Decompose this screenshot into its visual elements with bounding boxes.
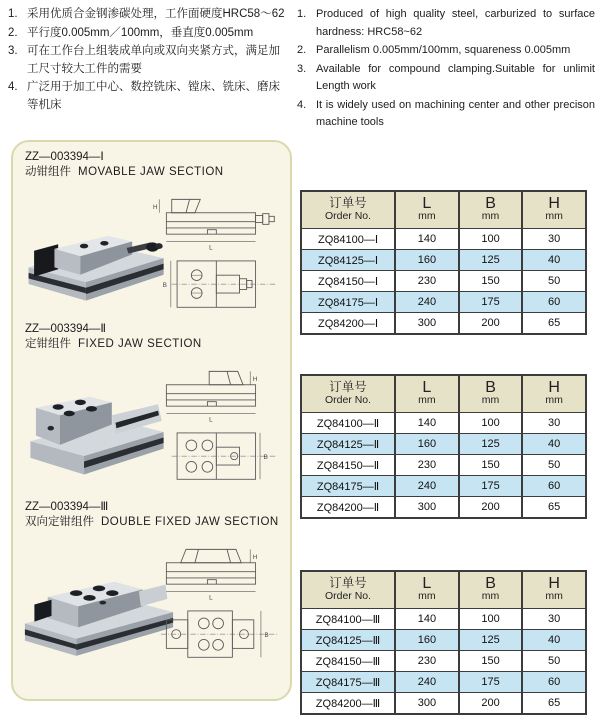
cell-b: 125 <box>459 250 523 271</box>
cell-h: 50 <box>522 271 586 292</box>
cell-l: 140 <box>395 609 459 630</box>
cell-b: 150 <box>459 455 523 476</box>
figures <box>13 186 290 318</box>
dim-label-l: L <box>209 594 213 602</box>
double-fixed-jaw-drawing <box>152 536 286 668</box>
header-order-no: 订单号 Order No. <box>301 375 395 413</box>
cell-b: 125 <box>459 434 523 455</box>
cell-h: 60 <box>522 476 586 497</box>
note-text: Available for compound clamping.Suitable for unlimit Length work <box>316 62 595 92</box>
cell-h: 30 <box>522 413 586 434</box>
note-item <box>297 61 595 96</box>
section-name-en: MOVABLE JAW SECTION <box>78 166 224 178</box>
cell-h: 60 <box>522 672 586 693</box>
section-name-cn: 定钳组件 <box>25 338 71 350</box>
table-row <box>301 292 586 313</box>
note-text: 采用优质合金钢渗碳处理，工作面硬度HRC58～62 <box>27 8 285 20</box>
cell-l: 160 <box>395 630 459 651</box>
header-l: L mm <box>395 375 459 413</box>
table-row <box>301 455 586 476</box>
note-text: Parallelism 0.005mm/100mm, squareness 0.005mm <box>316 44 571 56</box>
note-text: Produced of high quality steel, carburized to surface hardness: HRC58~62 <box>316 8 595 38</box>
section-name-en: FIXED JAW SECTION <box>78 338 202 350</box>
note-number: 1. <box>8 8 18 20</box>
cell-h: 30 <box>522 609 586 630</box>
header-h: H mm <box>522 375 586 413</box>
section-title <box>13 150 290 180</box>
section-name-en: DOUBLE FIXED JAW SECTION <box>101 516 279 528</box>
dim-label-h: H <box>153 204 158 212</box>
product-panel <box>11 140 292 701</box>
cell-order: ZQ84200—Ⅲ <box>301 693 395 715</box>
cell-h: 40 <box>522 250 586 271</box>
cell-l: 160 <box>395 250 459 271</box>
model-code: ZZ—003394—Ⅱ <box>25 323 107 335</box>
note-number: 3. <box>297 62 307 75</box>
cell-l: 240 <box>395 292 459 313</box>
spec-table-movable-jaw <box>300 190 587 335</box>
cell-b: 200 <box>459 497 523 519</box>
cell-b: 150 <box>459 651 523 672</box>
section-name-cn: 双向定钳组件 <box>25 516 94 528</box>
cell-l: 240 <box>395 672 459 693</box>
cell-order: ZQ84150—Ⅱ <box>301 455 395 476</box>
cell-b: 150 <box>459 271 523 292</box>
cell-b: 175 <box>459 476 523 497</box>
cell-h: 30 <box>522 229 586 250</box>
movable-jaw-drawing <box>152 186 286 318</box>
dim-label-h: H <box>252 554 258 562</box>
notes-english <box>297 6 595 133</box>
section-name-cn: 动钳组件 <box>25 166 71 178</box>
table-row <box>301 313 586 335</box>
table-row <box>301 693 586 715</box>
dim-label-b: B <box>264 631 269 639</box>
dim-label-b: B <box>263 453 268 461</box>
note-number: 2. <box>8 26 18 39</box>
table-row <box>301 434 586 455</box>
table-row <box>301 476 586 497</box>
notes-chinese <box>8 6 290 115</box>
note-number: 3. <box>8 45 18 57</box>
note-number: 4. <box>8 81 18 93</box>
cell-h: 65 <box>522 497 586 519</box>
movable-jaw-photo <box>23 194 171 312</box>
note-item <box>297 42 595 60</box>
cell-l: 240 <box>395 476 459 497</box>
cell-b: 175 <box>459 292 523 313</box>
header-order-no: 订单号 Order No. <box>301 191 395 229</box>
cell-h: 50 <box>522 651 586 672</box>
note-item <box>8 25 290 43</box>
cell-order: ZQ84100—Ⅲ <box>301 609 395 630</box>
cell-b: 125 <box>459 630 523 651</box>
header-h: H mm <box>522 191 586 229</box>
figures <box>13 536 290 668</box>
cell-b: 175 <box>459 672 523 693</box>
note-number: 4. <box>297 98 307 111</box>
dim-label-h: H <box>252 376 258 384</box>
model-code: ZZ—003394—Ⅲ <box>25 501 109 513</box>
header-b: B mm <box>459 571 523 609</box>
table-row <box>301 672 586 693</box>
cell-l: 230 <box>395 271 459 292</box>
table-row <box>301 630 586 651</box>
cell-order: ZQ84175—Ⅱ <box>301 476 395 497</box>
fixed-jaw-drawing <box>152 358 286 490</box>
table-row <box>301 651 586 672</box>
cell-h: 60 <box>522 292 586 313</box>
note-item <box>8 79 290 114</box>
table-header-row <box>301 191 586 229</box>
section-title <box>13 500 290 530</box>
table-row <box>301 609 586 630</box>
cell-h: 40 <box>522 434 586 455</box>
cell-l: 140 <box>395 413 459 434</box>
cell-l: 300 <box>395 313 459 335</box>
dim-label-b: B <box>162 281 167 289</box>
cell-b: 200 <box>459 693 523 715</box>
dim-label-l: L <box>209 416 213 424</box>
note-item <box>297 97 595 132</box>
table-row <box>301 229 586 250</box>
header-h: H mm <box>522 571 586 609</box>
fixed-jaw-photo <box>23 366 171 484</box>
cell-order: ZQ84100—Ⅰ <box>301 229 395 250</box>
cell-order: ZQ84200—Ⅰ <box>301 313 395 335</box>
cell-l: 140 <box>395 229 459 250</box>
table-row <box>301 250 586 271</box>
cell-l: 300 <box>395 497 459 519</box>
note-text: 平行度0.005mm／100mm，垂直度0.005mm <box>27 26 254 39</box>
header-b: B mm <box>459 191 523 229</box>
section-movable-jaw <box>13 150 290 318</box>
cell-order: ZQ84175—Ⅰ <box>301 292 395 313</box>
note-text: It is widely used on machining center and other precison machine tools <box>316 98 595 128</box>
cell-l: 300 <box>395 693 459 715</box>
cell-order: ZQ84125—Ⅱ <box>301 434 395 455</box>
note-text: 可在工作台上组装成单向或双向夹紧方式，满足加工尺寸较大工件的需要 <box>27 45 280 75</box>
cell-b: 100 <box>459 413 523 434</box>
cell-order: ZQ84125—Ⅰ <box>301 250 395 271</box>
model-code: ZZ—003394—Ⅰ <box>25 151 104 163</box>
cell-order: ZQ84175—Ⅲ <box>301 672 395 693</box>
cell-l: 230 <box>395 651 459 672</box>
note-item <box>297 6 595 41</box>
cell-order: ZQ84125—Ⅲ <box>301 630 395 651</box>
note-item <box>8 43 290 78</box>
table-header-row <box>301 571 586 609</box>
cell-order: ZQ84200—Ⅱ <box>301 497 395 519</box>
cell-h: 40 <box>522 630 586 651</box>
table-row <box>301 413 586 434</box>
figures <box>13 358 290 490</box>
spec-table-double-fixed-jaw <box>300 570 587 715</box>
section-fixed-jaw <box>13 322 290 490</box>
table-row <box>301 271 586 292</box>
header-l: L mm <box>395 571 459 609</box>
cell-h: 50 <box>522 455 586 476</box>
cell-h: 65 <box>522 313 586 335</box>
header-l: L mm <box>395 191 459 229</box>
cell-order: ZQ84150—Ⅲ <box>301 651 395 672</box>
note-item <box>8 6 290 24</box>
note-number: 1. <box>297 8 307 20</box>
section-title <box>13 322 290 352</box>
cell-l: 160 <box>395 434 459 455</box>
header-order-no: 订单号 Order No. <box>301 571 395 609</box>
cell-b: 100 <box>459 609 523 630</box>
dim-label-l: L <box>209 244 213 252</box>
header-b: B mm <box>459 375 523 413</box>
cell-b: 200 <box>459 313 523 335</box>
table-row <box>301 497 586 519</box>
cell-order: ZQ84150—Ⅰ <box>301 271 395 292</box>
section-double-fixed-jaw <box>13 500 290 668</box>
cell-b: 100 <box>459 229 523 250</box>
spec-table-fixed-jaw <box>300 374 587 519</box>
cell-l: 230 <box>395 455 459 476</box>
note-number: 2. <box>297 44 307 56</box>
cell-h: 65 <box>522 693 586 715</box>
table-header-row <box>301 375 586 413</box>
note-text: 广泛用于加工中心、数控铣床、镗床、铣床、磨床等机床 <box>27 81 280 111</box>
cell-order: ZQ84100—Ⅱ <box>301 413 395 434</box>
